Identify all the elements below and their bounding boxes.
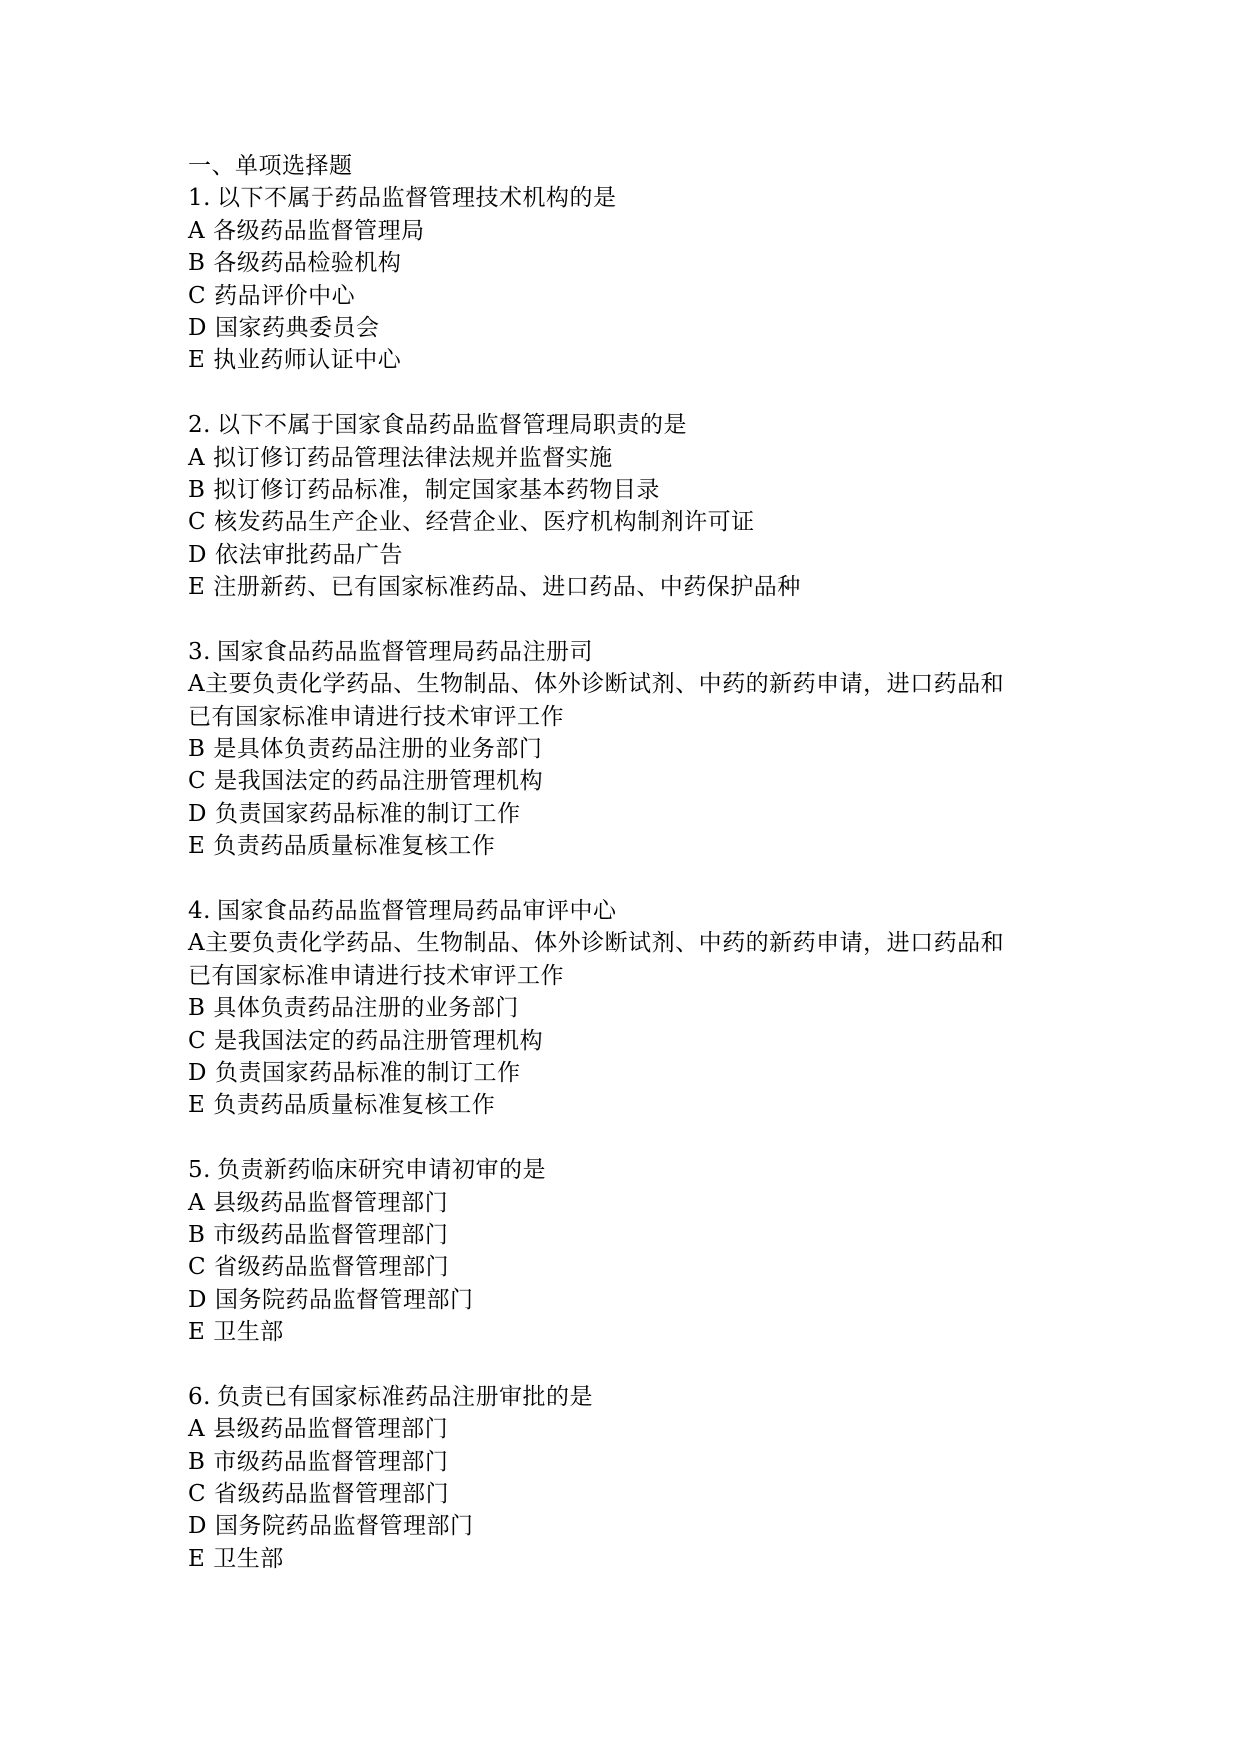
option-text: 注册新药、已有国家标准药品、进口药品、中药保护品种: [213, 574, 801, 601]
question-text: 负责新药临床研究申请初审的是: [216, 1157, 546, 1184]
option-c: [188, 1025, 1088, 1057]
question-number: 2.: [188, 412, 211, 439]
option-text: 主要负责化学药品、生物制品、体外诊断试剂、中药的新药申请，进口药品和: [205, 671, 1005, 698]
option-a: [188, 927, 1088, 959]
option-text: 国家药典委员会: [214, 314, 380, 341]
option-e: [188, 1543, 1088, 1575]
question-text: 国家食品药品监督管理局药品审评中心: [216, 897, 617, 924]
question-gap: [188, 603, 1088, 635]
option-text: 核发药品生产企业、经营企业、医疗机构制剂许可证: [214, 509, 755, 536]
question-number: 3.: [188, 638, 211, 665]
option-e: [188, 344, 1088, 376]
option-letter: B: [188, 1448, 206, 1475]
question-gap: [188, 1348, 1088, 1380]
option-e: [188, 1089, 1088, 1121]
question-number: 1.: [188, 185, 211, 212]
option-text: 是我国法定的药品注册管理机构: [214, 768, 544, 795]
option-d: [188, 798, 1088, 830]
option-letter: A: [188, 930, 206, 957]
option-letter: C: [188, 1254, 207, 1281]
option-text: 是具体负责药品注册的业务部门: [213, 736, 543, 763]
option-letter: A: [188, 1189, 206, 1216]
option-text: 省级药品监督管理部门: [214, 1254, 450, 1281]
question-gap: [188, 863, 1088, 895]
option-letter: E: [188, 347, 206, 374]
question-stem: [188, 1154, 1088, 1186]
option-e: [188, 1316, 1088, 1348]
option-text: 卫生部: [213, 1319, 284, 1346]
question-stem: [188, 636, 1088, 668]
option-text: 国务院药品监督管理部门: [214, 1286, 474, 1313]
question-text: 以下不属于国家食品药品监督管理局职责的是: [216, 412, 687, 439]
option-text: 主要负责化学药品、生物制品、体外诊断试剂、中药的新药申请，进口药品和: [205, 930, 1005, 957]
option-b: [188, 992, 1088, 1024]
option-letter: E: [188, 833, 206, 860]
option-letter: D: [188, 1513, 207, 1540]
option-text: 县级药品监督管理部门: [213, 1189, 449, 1216]
section-title: 一、单项选择题: [188, 153, 353, 179]
option-a: [188, 668, 1088, 700]
option-d: [188, 312, 1088, 344]
option-a: [188, 442, 1088, 474]
question-number: 6.: [188, 1383, 211, 1410]
question-number: 5.: [188, 1157, 211, 1184]
option-a: [188, 1187, 1088, 1219]
option-letter: A: [188, 444, 206, 471]
question-stem: [188, 1381, 1088, 1413]
option-letter: E: [188, 1545, 206, 1572]
option-c: [188, 765, 1088, 797]
option-b: [188, 474, 1088, 506]
option-letter: C: [188, 768, 207, 795]
question-block: [188, 895, 1088, 1122]
option-letter: A: [188, 1416, 206, 1443]
option-letter: D: [188, 314, 207, 341]
option-letter: B: [188, 995, 206, 1022]
option-letter: A: [188, 671, 206, 698]
option-text: 各级药品监督管理局: [213, 217, 425, 244]
question-stem: [188, 895, 1088, 927]
question-stem: [188, 409, 1088, 441]
question-number: 4.: [188, 897, 211, 924]
question-block: [188, 1381, 1088, 1575]
option-text: 省级药品监督管理部门: [214, 1481, 450, 1508]
option-continuation: 已有国家标准申请进行技术审评工作: [188, 962, 564, 989]
option-text: 是我国法定的药品注册管理机构: [214, 1027, 544, 1054]
option-e: [188, 571, 1088, 603]
option-b: [188, 247, 1088, 279]
option-letter: B: [188, 1221, 206, 1248]
option-text: 负责国家药品标准的制订工作: [214, 1059, 521, 1086]
option-c: [188, 1251, 1088, 1283]
option-d: [188, 539, 1088, 571]
option-letter: D: [188, 541, 207, 568]
option-text: 拟订修订药品标准，制定国家基本药物目录: [213, 476, 660, 503]
option-d: [188, 1284, 1088, 1316]
option-e: [188, 830, 1088, 862]
option-text: 国务院药品监督管理部门: [214, 1513, 474, 1540]
option-letter: B: [188, 736, 206, 763]
question-text: 负责已有国家标准药品注册审批的是: [216, 1383, 593, 1410]
option-continuation: 已有国家标准申请进行技术审评工作: [188, 703, 564, 730]
option-letter: D: [188, 800, 207, 827]
option-letter: C: [188, 509, 207, 536]
option-c: [188, 1478, 1088, 1510]
option-b: [188, 1219, 1088, 1251]
question-block: [188, 182, 1088, 376]
option-text: 负责药品质量标准复核工作: [213, 1092, 496, 1119]
option-b: [188, 733, 1088, 765]
document-page: [188, 150, 1088, 1575]
question-list: [188, 182, 1088, 1575]
option-letter: B: [188, 476, 206, 503]
option-text: 执业药师认证中心: [213, 347, 402, 374]
option-text: 拟订修订药品管理法律法规并监督实施: [213, 444, 613, 471]
question-gap: [188, 1122, 1088, 1154]
option-a: [188, 1413, 1088, 1445]
question-text: 国家食品药品监督管理局药品注册司: [216, 638, 593, 665]
option-letter: E: [188, 1319, 206, 1346]
question-text: 以下不属于药品监督管理技术机构的是: [216, 185, 617, 212]
option-letter: C: [188, 1481, 207, 1508]
option-letter: A: [188, 217, 206, 244]
option-text: 负责药品质量标准复核工作: [213, 833, 496, 860]
option-c: [188, 280, 1088, 312]
option-text: 卫生部: [213, 1545, 284, 1572]
option-letter: E: [188, 1092, 206, 1119]
option-text: 市级药品监督管理部门: [213, 1221, 449, 1248]
option-letter: E: [188, 574, 206, 601]
option-letter: B: [188, 250, 206, 277]
question-block: [188, 1154, 1088, 1348]
option-b: [188, 1446, 1088, 1478]
option-letter: C: [188, 282, 207, 309]
option-text: 依法审批药品广告: [214, 541, 403, 568]
question-block: [188, 409, 1088, 603]
option-text: 各级药品检验机构: [213, 250, 402, 277]
option-text: 药品评价中心: [214, 282, 356, 309]
option-text: 负责国家药品标准的制订工作: [214, 800, 521, 827]
option-letter: D: [188, 1286, 207, 1313]
option-letter: D: [188, 1059, 207, 1086]
question-block: [188, 636, 1088, 863]
option-c: [188, 506, 1088, 538]
option-text: 县级药品监督管理部门: [213, 1416, 449, 1443]
option-d: [188, 1057, 1088, 1089]
question-gap: [188, 377, 1088, 409]
option-a: [188, 215, 1088, 247]
option-text: 市级药品监督管理部门: [213, 1448, 449, 1475]
question-stem: [188, 182, 1088, 214]
option-text: 具体负责药品注册的业务部门: [213, 995, 519, 1022]
option-letter: C: [188, 1027, 207, 1054]
option-d: [188, 1510, 1088, 1542]
